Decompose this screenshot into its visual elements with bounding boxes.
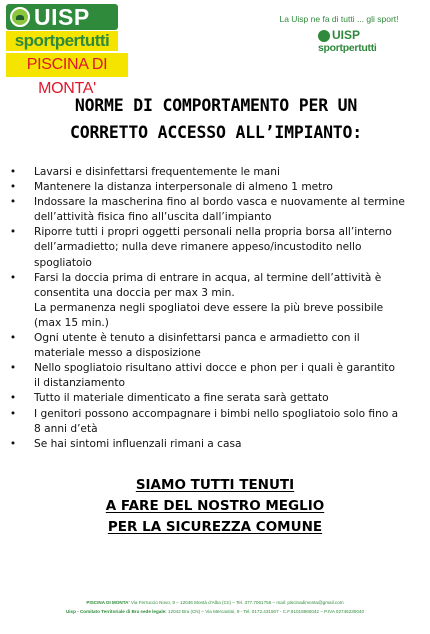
bullet-icon: • (9, 166, 17, 178)
rules-list (8, 165, 418, 452)
rule-item (8, 165, 418, 180)
rule-text-line: dell’attività fisica fino all’uscita dall’impianto (34, 211, 272, 224)
rule-text-line: Se hai sintomi influenzali rimani a casa (34, 437, 242, 450)
footer-uisp-address: 12042 Bra (CN) – Via Mercantini, 9 - Tel. 0172.431507 - C.F.91018860042 – P.IVA 02746230040 (166, 609, 365, 614)
bullet-icon: • (9, 407, 17, 420)
rule-item (8, 225, 418, 270)
rule-text-line: Lavarsi e disinfettarsi frequentemente le mani (34, 166, 280, 178)
bullet-icon: • (9, 181, 17, 194)
rule-item (8, 437, 418, 452)
logo-sportpertutti-text: sportpertutti (6, 31, 118, 51)
rule-text-line: materiale messo a disposizione (34, 347, 201, 360)
rule-text-line: Nello spogliatoio risultano attivi docce e phon per i quali è garantito (34, 362, 395, 375)
page-title (20, 92, 412, 146)
title-line-2: CORRETTO ACCESSO ALL’IMPIANTO: (69, 123, 362, 142)
footer-piscina-address: Via Ferruccio Novo, 9 – 12046 Montà d'Alba (Cn) – Tel. 377.7061756 – mail: piscinadimonta@gmail.com (129, 600, 344, 605)
bullet-icon: • (9, 437, 17, 450)
rule-text-line: dell’armadietto; nulla deve rimanere appeso/incustodito nello (34, 241, 362, 254)
rule-text-line: La permanenza negli spogliatoi deve essere la più breve possibile (34, 301, 384, 314)
rule-item (8, 180, 418, 195)
footer (4, 598, 426, 616)
rule-text-line: Farsi la doccia prima di entrare in acqua, al termine dell’attività è (34, 271, 382, 284)
rule-text-line: Mantenere la distanza interpersonale di almeno 1 metro (34, 181, 333, 194)
footer-line-2 (4, 607, 426, 616)
logo-uisp-text: UISP (34, 4, 90, 30)
tagline: La Uisp ne fa di tutti ... gli sport! (279, 14, 399, 24)
rule-text-line: Indossare la mascherina fino al bordo vasca e nuovamente al termine (34, 196, 405, 209)
rule-item (8, 195, 418, 225)
footer-line-1 (4, 598, 426, 607)
footer-uisp-name: Uisp - Comitato Territoriale di Bra sede legale: (65, 609, 167, 614)
rule-text-line: Riporre tutti i propri oggetti personali nella propria borsa all’interno (34, 226, 392, 239)
small-logo-uisp-text: UISP (332, 28, 361, 42)
logo-piscina-text: PISCINA DI MONTA' (6, 53, 128, 77)
closing-message (60, 475, 370, 538)
rule-item (8, 391, 418, 406)
logo-uisp-band (6, 4, 118, 30)
rule-item (8, 361, 418, 391)
uisp-small-logo (318, 28, 380, 58)
footer-piscina-name: PISCINA DI MONTA' (86, 600, 130, 605)
rule-text-line: Tutto il materiale dimenticato a fine serata sarà gettato (34, 392, 329, 405)
closing-line-2: A FARE DEL NOSTRO MEGLIO (105, 498, 325, 514)
bullet-icon: • (9, 271, 17, 284)
rule-item (8, 407, 418, 437)
uisp-emblem-icon (10, 7, 30, 27)
rule-item (8, 331, 418, 361)
uisp-small-emblem-icon (318, 30, 330, 42)
bullet-icon: • (9, 362, 17, 375)
rule-item (8, 271, 418, 331)
bullet-icon: • (9, 332, 17, 345)
small-logo-sport-text: sportpertutti (318, 42, 377, 54)
rule-text-line: 8 anni d’età (34, 422, 98, 435)
rule-text-line: I genitori possono accompagnare i bimbi nello spogliatoio solo fino a (34, 407, 399, 420)
title-line-1: NORME DI COMPORTAMENTO PER UN (74, 96, 358, 115)
bullet-icon: • (9, 196, 17, 209)
bullet-icon: • (9, 392, 17, 405)
rule-text-line: il distanziamento (34, 377, 125, 390)
rule-text-line: (max 15 min.) (34, 316, 109, 329)
uisp-piscina-logo (6, 4, 128, 97)
rule-text-line: consentita una doccia per max 3 min. (34, 286, 235, 299)
closing-line-3: PER LA SICUREZZA COMUNE (107, 519, 323, 535)
rule-text-line: Ogni utente è tenuto a disinfettarsi panca e armadietto con il (34, 332, 360, 345)
rule-text-line: spogliatoio (34, 256, 92, 269)
closing-line-1: SIAMO TUTTI TENUTI (135, 477, 295, 493)
bullet-icon: • (9, 226, 17, 239)
